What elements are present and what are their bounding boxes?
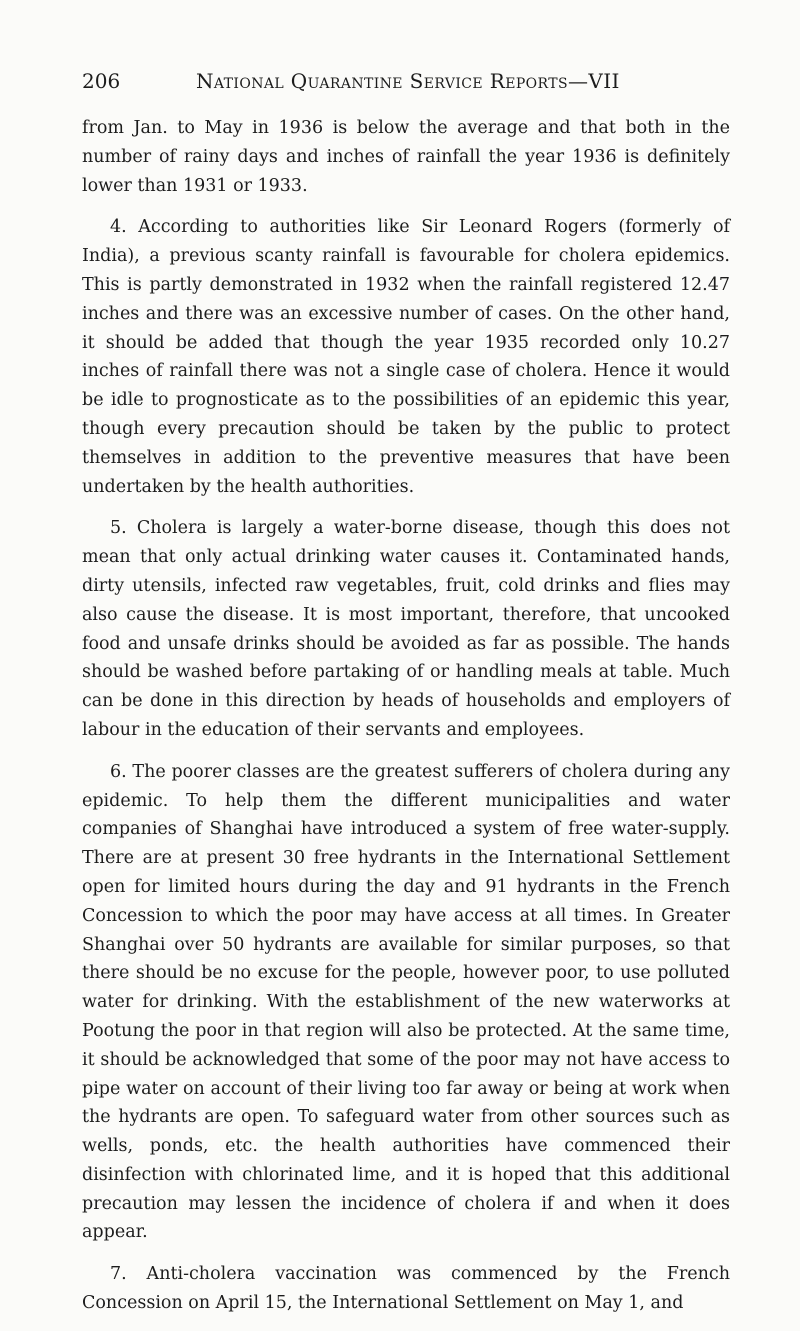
paragraph-continuation: from Jan. to May in 1936 is below the average and that both in the number of rainy days and inches of rainfall the year 1936 is definitely lower than 1931 or 1933. (82, 118, 730, 196)
paragraph-6: 6. The poorer classes are the greatest sufferers of cholera during any epidemic. To help them the different municipalities and water companies of Shanghai have introduced a system of free water-supply. There are at present 30 free hydrants in the International Settlement open for limited hours during the day and 91 hydrants in the French Concession to which the poor may have access at all times. In Greater Shanghai over 50 hydrants are available for similar purposes, so that there should be no excuse for the people, however poor, to use polluted water for drinking. With the establishment of the new waterworks at Pootung the poor in that region will also be protected. At the same time, it should be acknowledged that some of the poor may not have access to pipe water on account of their living too far away or being at work when the hydrants are open. To safeguard water from other sources such as wells, ponds, etc. the health authorities have commenced their disinfection with chlorinated lime, and it is hoped that this additional precaution may lessen the incidence of cholera if and when it does appear. (82, 761, 730, 1243)
running-title: National Quarantine Service Reports—VII (196, 69, 620, 93)
paragraph-5: 5. Cholera is largely a water-borne disease, though this does not mean that only actual drinking water causes it. Contaminated hands, dirty utensils, infected raw vegetables, fruit, cold drinks and flies may also cause the disease. It is most important, therefore, that uncooked food and unsafe drinks should be avoided as far as possible. The hands should be washed before partaking of or handling meals at table. Much can be done in this direction by heads of households and employers of labour in the education of their servants and employees. (82, 518, 730, 740)
page-number: 206 (82, 69, 121, 93)
page-header (82, 64, 722, 98)
paragraph-7: 7. Anti-cholera vaccination was commenced by the French Concession on April 15, the International Settlement on May 1, and (82, 1264, 730, 1314)
body-text (82, 114, 730, 1331)
paragraph-4: 4. According to authorities like Sir Leonard Rogers (formerly of India), a previous scanty rainfall is favourable for cholera epidemics. This is partly demonstrated in 1932 when the rainfall registered 12.47 inches and there was an excessive number of cases. On the other hand, it should be added that though the year 1935 recorded only 10.27 inches of rainfall there was not a single case of cholera. Hence it would be idle to prognosticate as to the possibilities of an epidemic this year, though every precaution should be taken by the public to protect themselves in addition to the preventive measures that have been undertaken by the health authorities. (82, 217, 730, 497)
